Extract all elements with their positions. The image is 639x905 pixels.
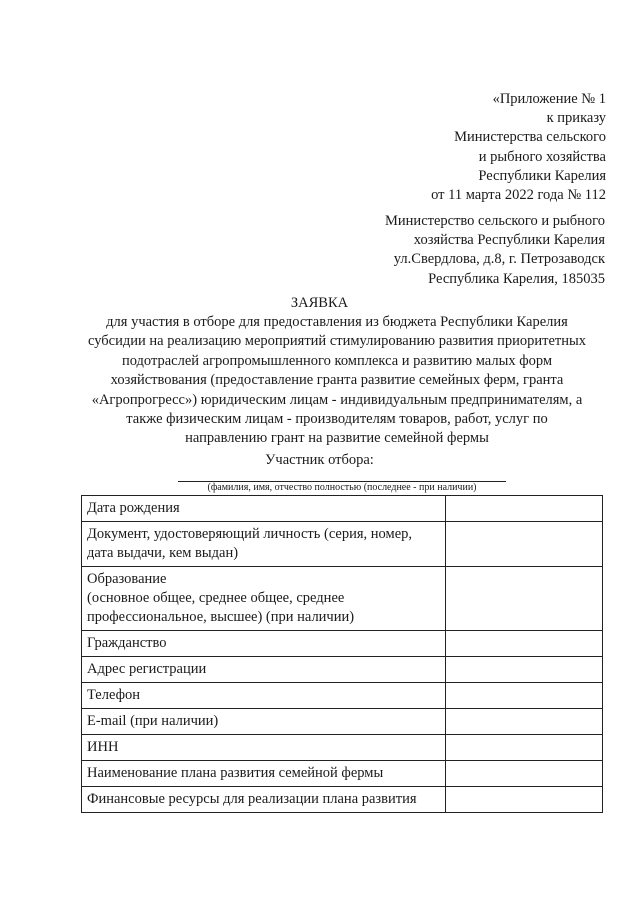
form-row <box>82 761 603 787</box>
applicant-form-table <box>81 495 603 813</box>
form-row-value-field[interactable] <box>446 631 603 657</box>
form-row-value-field[interactable] <box>446 787 603 813</box>
document-subtitle <box>68 313 606 449</box>
form-row-value-field[interactable] <box>446 657 603 683</box>
subtitle-line: направлению грант на развитие семейной фермы <box>185 430 489 447</box>
form-row <box>82 735 603 761</box>
form-row-label-line: Дата рождения <box>87 500 180 516</box>
participant-label: Участник отбора: <box>265 452 374 468</box>
form-row-label <box>82 709 446 735</box>
subtitle-line: субсидии на реализацию мероприятий стимулированию развития приоритетных <box>88 333 586 350</box>
form-row-label <box>82 735 446 761</box>
form-row-label <box>82 787 446 813</box>
form-row <box>82 657 603 683</box>
subtitle-line: хозяйствования (предоставление гранта развитие семейных ферм, гранта <box>110 372 564 389</box>
form-row-label-line: дата выдачи, кем выдан) <box>87 545 239 561</box>
form-row-value-field[interactable] <box>446 709 603 735</box>
form-row <box>82 787 603 813</box>
form-row-value-field[interactable] <box>446 567 603 631</box>
form-row-value-field[interactable] <box>446 735 603 761</box>
recipient-line: ул.Свердлова, д.8, г. Петрозаводск <box>393 251 605 268</box>
form-row-label-line: профессиональное, высшее) (при наличии) <box>87 609 355 625</box>
form-row-label-line: (основное общее, среднее общее, среднее <box>87 590 345 606</box>
form-row-label <box>82 683 446 709</box>
recipient-line: Министерство сельского и рыбного <box>385 213 605 229</box>
appendix-line: к приказу <box>546 110 606 127</box>
document-title: ЗАЯВКА <box>290 295 349 311</box>
recipient-address <box>385 212 605 289</box>
subtitle-line: «Агропрогресс») юридическим лицам - индивидуальным предпринимателям, а <box>91 391 583 408</box>
form-row-label <box>82 657 446 683</box>
form-row-label-line: Наименование плана развития семейной фермы <box>87 765 384 781</box>
form-row <box>82 631 603 657</box>
form-row-label-line: E-mail (при наличии) <box>87 713 219 729</box>
form-row-label-line: Финансовые ресурсы для реализации плана развития <box>87 791 417 807</box>
form-row-label-line: ИНН <box>87 739 119 755</box>
form-row-value-field[interactable] <box>446 522 603 567</box>
subtitle-line: подотраслей агропромышленного комплекса и развитию малых форм <box>121 352 553 369</box>
form-row-label-line: Документ, удостоверяющий личность (серия, номер, <box>87 526 413 542</box>
form-row-value-field[interactable] <box>446 761 603 787</box>
appendix-line: Республики Карелия <box>478 167 606 184</box>
form-row-label-line: Образование <box>87 571 167 587</box>
form-row <box>82 522 603 567</box>
appendix-line: Министерства сельского <box>454 129 606 146</box>
form-row-label-line: Телефон <box>87 687 140 703</box>
form-row-label-line: Адрес регистрации <box>87 661 207 677</box>
appendix-line: и рыбного хозяйства <box>478 148 606 165</box>
form-row-label-line: Гражданство <box>87 635 167 651</box>
recipient-line: хозяйства Республики Карелия <box>413 232 605 249</box>
form-row-label <box>82 496 446 522</box>
name-caption: (фамилия, имя, отчество полностью (последнее - при наличии) <box>207 482 477 493</box>
form-row-label <box>82 522 446 567</box>
form-row-label <box>82 631 446 657</box>
appendix-line: «Приложение № 1 <box>492 91 606 107</box>
subtitle-line: для участия в отборе для предоставления из бюджета Республики Карелия <box>106 314 568 330</box>
form-row-label <box>82 761 446 787</box>
appendix-header <box>431 90 606 205</box>
form-row-label <box>82 567 446 631</box>
form-row <box>82 567 603 631</box>
recipient-line: Республика Карелия, 185035 <box>428 270 605 287</box>
form-row <box>82 496 603 522</box>
appendix-line: от 11 марта 2022 года № 112 <box>431 187 606 204</box>
form-row <box>82 709 603 735</box>
form-row-value-field[interactable] <box>446 683 603 709</box>
form-row-value-field[interactable] <box>446 496 603 522</box>
subtitle-line: также физическим лицам - производителям товаров, работ, услуг по <box>126 411 548 428</box>
form-row <box>82 683 603 709</box>
